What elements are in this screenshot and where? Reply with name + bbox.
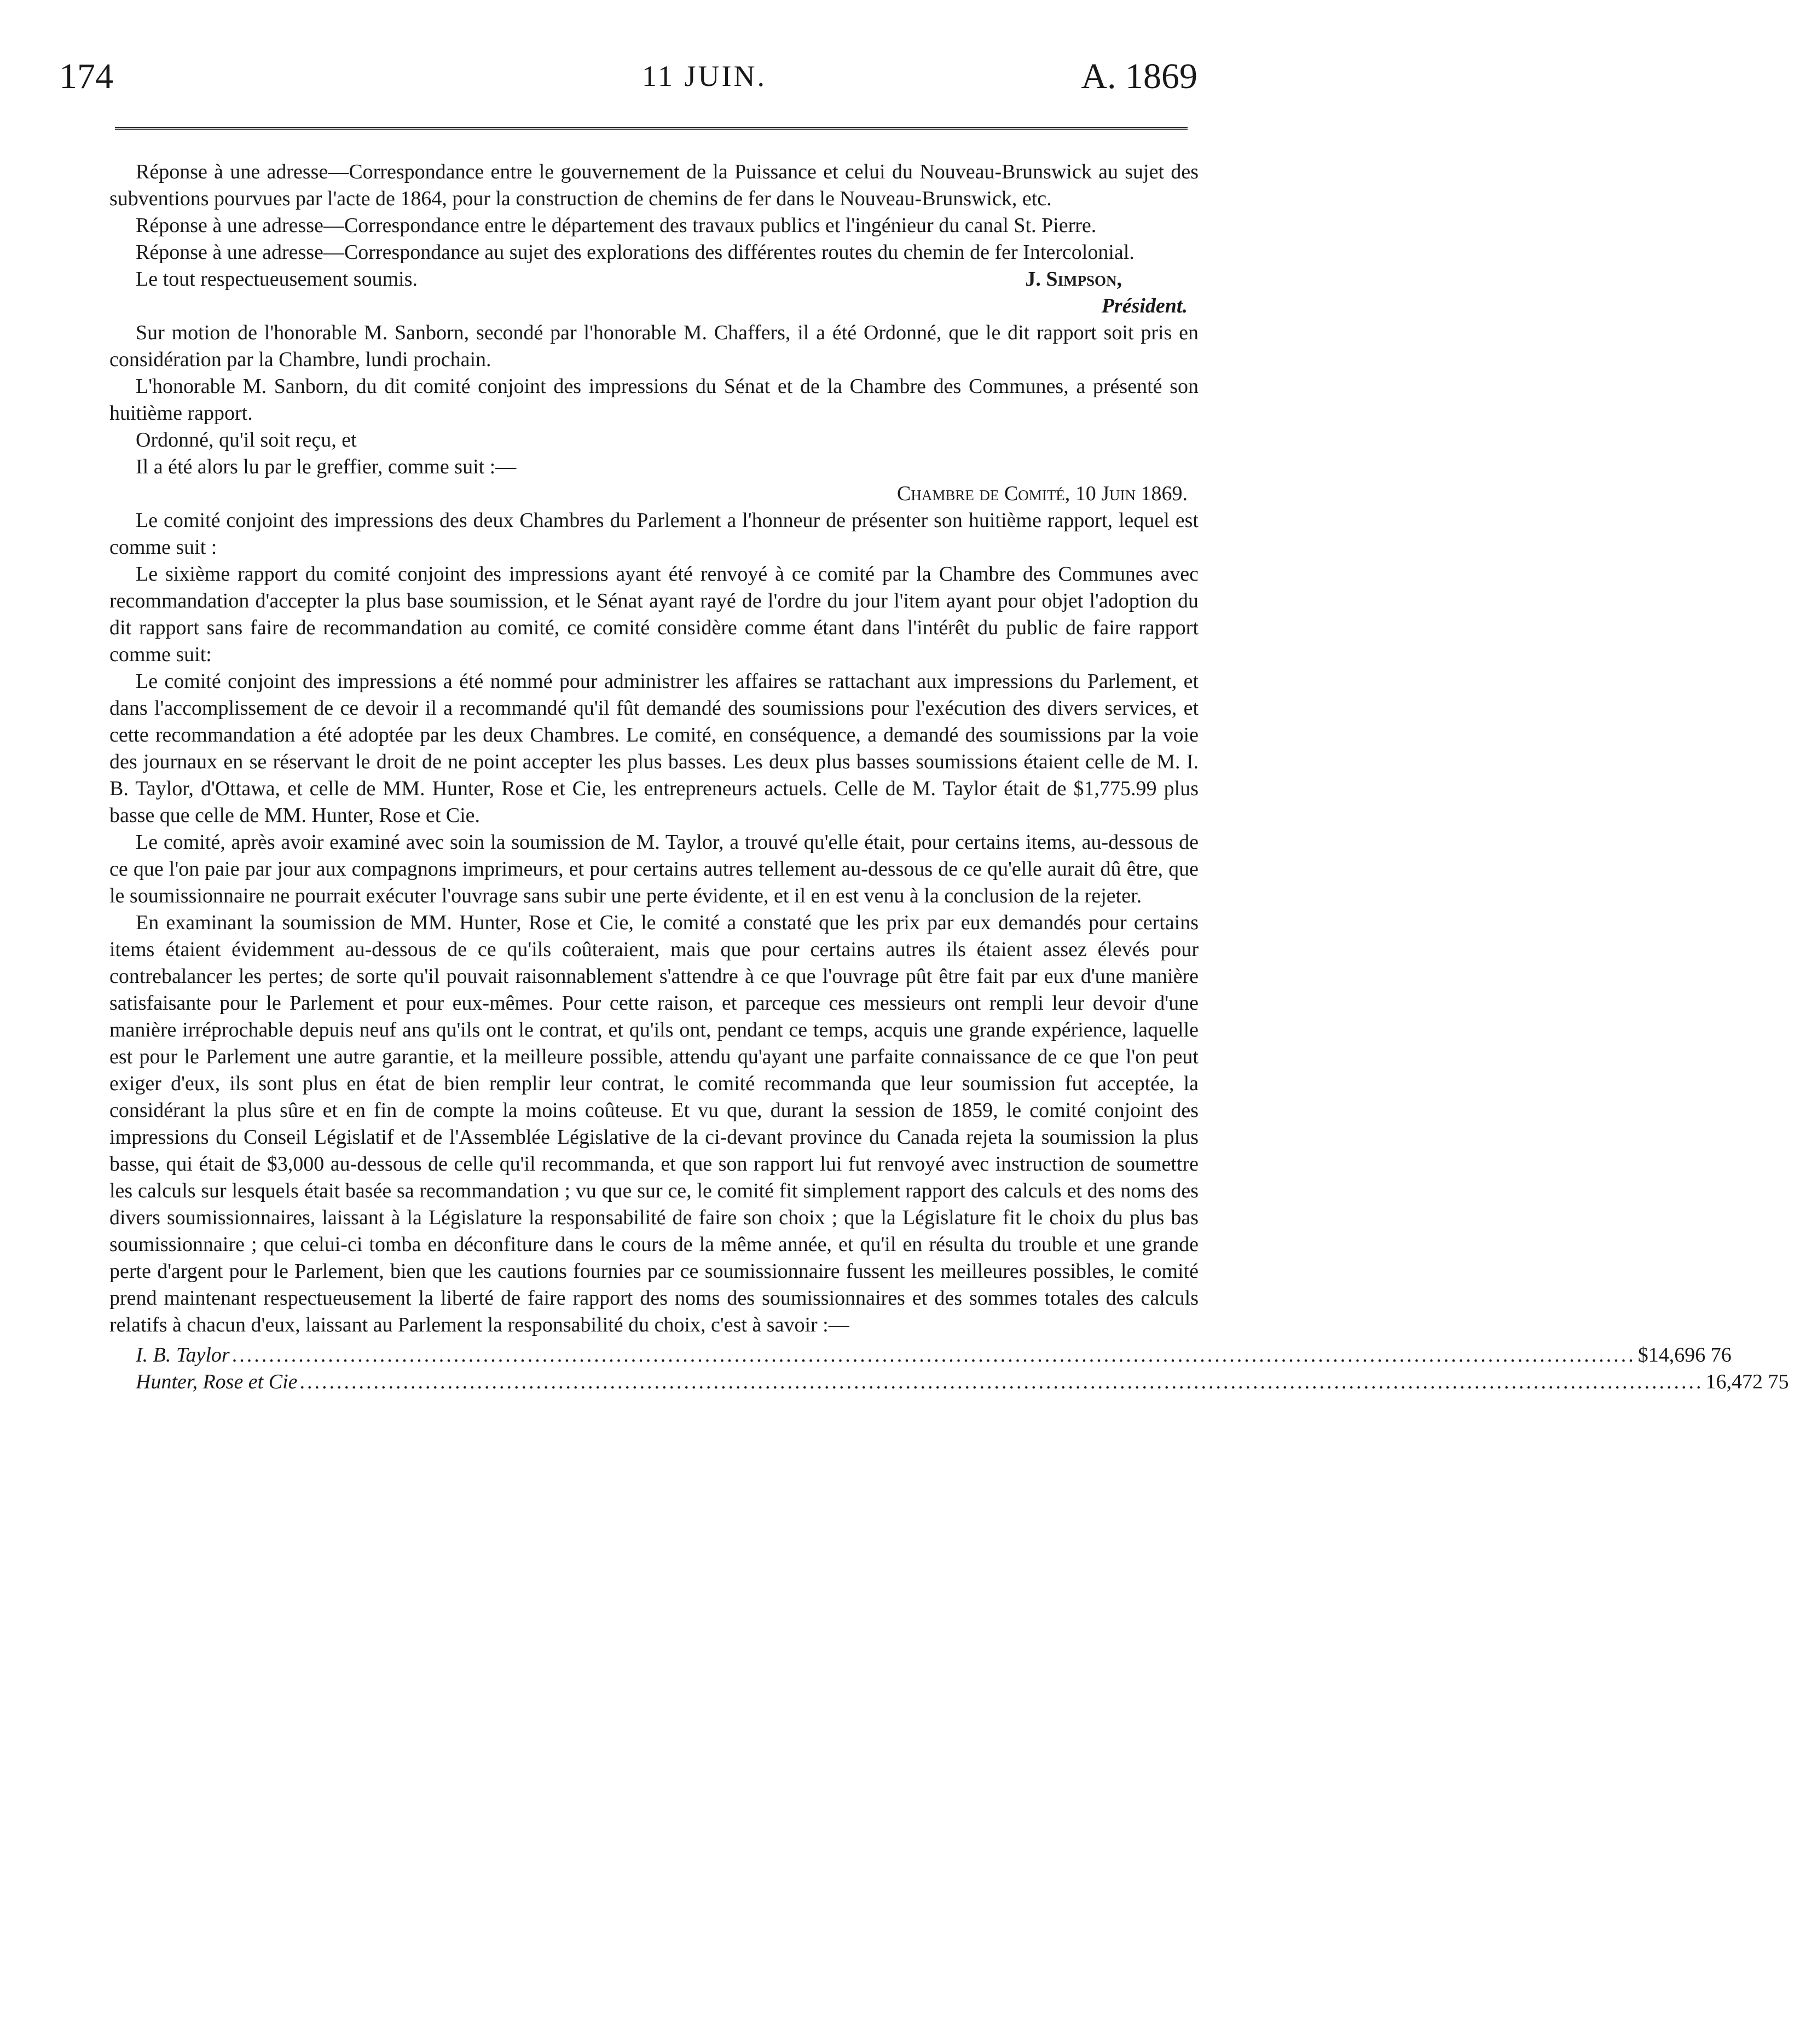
reply-paragraph: Réponse à une adresse—Correspondance au sujet des explorations des différentes routes du chemin de fer Intercolonial. — [136, 241, 1135, 264]
tender-row — [109, 1342, 1732, 1369]
tender-amount: 16,472 75 — [1705, 1370, 1789, 1393]
header-rule — [115, 127, 1188, 130]
motion-paragraph: Sur motion de l'honorable M. Sanborn, secondé par l'honorable M. Chaffers, il a été Ordonné, que le dit rapport soit pris en considération par la Chambre, lundi prochain. — [109, 321, 1199, 371]
signatory-title: Président. — [1101, 294, 1188, 317]
running-header — [59, 45, 1197, 105]
motion-paragraph: L'honorable M. Sanborn, du dit comité conjoint des impressions du Sénat et de la Chambre des Communes, a présenté son huitième rapport. — [109, 375, 1199, 425]
tender-list — [109, 1342, 1789, 1396]
signature-line — [109, 266, 1199, 293]
header-year: A. 1869 — [1081, 56, 1197, 96]
reading-paragraph: Il a été alors lu par le greffier, comme suit :— — [136, 455, 517, 478]
header-date: 11 JUIN. — [642, 60, 767, 92]
report-paragraph: Le comité conjoint des impressions des deux Chambres du Parlement a l'honneur de présenter son huitième rapport, lequel est comme suit : — [109, 509, 1199, 559]
reply-paragraph: Réponse à une adresse—Correspondance entre le département des travaux publics et l'ingénieur du canal St. Pierre. — [136, 214, 1097, 237]
report-paragraph: Le comité conjoint des impressions a été nommé pour administrer les affaires se rattachant aux impressions du Parlement, et dans l'accomplissement de ce devoir il a recommandé qu'il fût demandé des soumissions pour l'exécution des divers services, et cette recommandation a été adoptée par les deux Chambres. Le comité, en conséquence, a demandé des soumissions par la voie des journaux en se réservant le droit de ne point accepter les plus basses. Les deux plus basses soumissions étaient celle de M. I. B. Taylor, d'Ottawa, et celle de MM. Hunter, Rose et Cie, les entrepreneurs actuels. Celle de M. Taylor était de $1,775.99 plus basse que celle de MM. Hunter, Rose et Cie. — [109, 670, 1199, 827]
report-heading: Chambre de Comité, 10 Juin 1869. — [897, 482, 1188, 505]
page-body — [109, 159, 1789, 1396]
leader-dots: .............................................................................................................................................................................................. — [299, 1370, 1704, 1393]
tender-name: I. B. Taylor — [136, 1344, 230, 1366]
signatory-name: J. Simpson, — [1025, 268, 1122, 291]
order-paragraph: Ordonné, qu'il soit reçu, et — [136, 429, 357, 451]
report-paragraph: En examinant la soumission de MM. Hunter, Rose et Cie, le comité a constaté que les prix par eux demandés pour certains items étaient évidemment au-dessous de ce qu'ils coûteraient, mais que pour certains autres ils étaient assez élevés pour contrebalancer les pertes; de sorte qu'il pouvait raisonnablement s'attendre à ce que l'ouvrage pût être fait par eux d'une manière satisfaisante pour le Parlement et pour eux-mêmes. Pour cette raison, et parceque ces messieurs ont rempli leur devoir d'une manière irréprochable depuis neuf ans qu'ils ont le contrat, et qu'ils ont, pendant ce temps, acquis une grande expérience, laquelle est pour le Parlement une autre garantie, et la meilleure possible, attendu qu'ayant une parfaite connaissance de ce que l'on peut exiger d'eux, ils sont plus en état de bien remplir leur contrat, le comité recommanda que leur soumission fut acceptée, la considérant la plus sûre et en fin de compte la moins coûteuse. Et vu que, durant la session de 1859, le comité conjoint des impressions du Conseil Législatif et de l'Assemblée Législative de la ci-devant province du Canada rejeta la soumission la plus basse, qui était de $3,000 au-dessous de celle qu'il recommanda, et que son rapport lui fut renvoyé avec instruction de soumettre les calculs sur lesquels était basée sa recommandation ; vu que sur ce, le comité fit simplement rapport des calculs et des noms des divers soumissionnaires, laissant à la Législature la responsabilité de faire son choix ; que la Législature fit le choix du plus bas soumissionnaire ; que celui-ci tomba en déconfiture dans le cours de la même année, et qu'il en résulta du trouble et une grande perte d'argent pour le Parlement, bien que les cautions fournies par ce soumissionnaire fussent les meilleures possibles, le comité prend maintenant respectueusement la liberté de faire rapport des noms des soumissionnaires et des sommes totales des calculs relatifs à chacun d'eux, laissant au Parlement la responsabilité du choix, c'est à savoir :— — [109, 911, 1199, 1336]
leader-dots: .............................................................................................................................................................................................. — [231, 1344, 1636, 1366]
page-number: 174 — [59, 56, 113, 96]
reply-paragraph: Réponse à une adresse—Correspondance entre le gouvernement de la Puissance et celui du Nouveau-Brunswick au sujet des subventions pourvues par l'acte de 1864, pour la construction de chemins de fer dans le Nouveau-Brunswick, etc. — [109, 160, 1199, 210]
report-paragraph: Le comité, après avoir examiné avec soin la soumission de M. Taylor, a trouvé qu'elle était, pour certains items, au-dessous de ce que l'on paie par jour aux compagnons imprimeurs, et pour certains autres tellement au-dessous de ce qu'elle aurait dû être, que le soumissionnaire ne pourrait exécuter l'ouvrage sans subir une perte évidente, et il en est venu à la conclusion de la rejeter. — [109, 831, 1199, 907]
tender-amount: $14,696 76 — [1637, 1344, 1732, 1366]
report-paragraph: Le sixième rapport du comité conjoint des impressions ayant été renvoyé à ce comité par la Chambre des Communes avec recommandation d'accepter la plus base soumission, et le Sénat ayant rayé de l'ordre du jour l'item ayant pour objet l'adoption du dit rapport sans faire de recommandation au comité, ce comité considère comme étant dans l'intérêt du public de faire rapport comme suit: — [109, 563, 1199, 666]
closing-text: Le tout respectueusement soumis. — [136, 268, 418, 291]
tender-row — [109, 1369, 1789, 1396]
tender-name: Hunter, Rose et Cie — [136, 1370, 298, 1393]
